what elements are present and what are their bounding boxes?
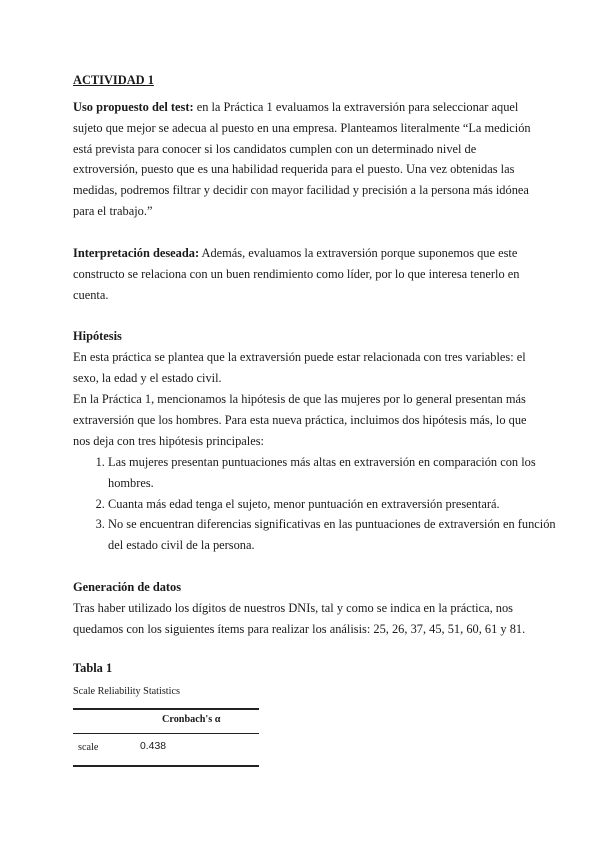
generacion-heading: Generación de datos: [73, 580, 182, 594]
table-header-rule: [73, 733, 259, 734]
hipotesis-item-3: 3. No se encuentran diferencias significativas en las puntuaciones de extraversión en función del estado civil de la persona.: [108, 514, 568, 556]
interpretacion-paragraph: [73, 243, 533, 305]
table-title: Tabla 1: [73, 661, 113, 675]
hipotesis-para1: En esta práctica se plantea que la extraversión puede estar relacionada con tres variables: el sexo, la edad y el estado civil.: [73, 350, 526, 385]
interpretacion-label: Interpretación deseada:: [73, 246, 200, 260]
table-top-rule: [73, 708, 259, 710]
hipotesis-item-1: 1. Las mujeres presentan puntuaciones más altas en extraversión en comparación con los hombres.: [108, 452, 568, 494]
hipotesis-para2: En la Práctica 1, mencionamos la hipótesis de que las mujeres por lo general presentan más extraversión que los hombres. Para esta nueva práctica, incluimos dos hipótesis más, lo que nos deja con tres hipótesis principales:: [73, 392, 527, 448]
uso-paragraph: [73, 97, 533, 222]
table-bottom-rule: [73, 765, 259, 767]
interpretacion-text: Además, evaluamos la extraversión porque suponemos que este constructo se relaciona con un buen rendimiento como líder, por lo que interesa tenerlo en cuenta.: [73, 246, 520, 302]
hipotesis-item-2: 2. Cuanta más edad tenga el sujeto, menor puntuación en extraversión presentará.: [108, 494, 568, 515]
activity-title: ACTIVIDAD 1: [73, 73, 154, 87]
generacion-text: Tras haber utilizado los dígitos de nuestros DNIs, tal y como se indica en la práctica, nos quedamos con los siguientes ítems para realizar los análisis: 25, 26, 37, 45, 51, 60, 61 y 81.: [73, 601, 526, 636]
uso-label: Uso propuesto del test:: [73, 100, 194, 114]
uso-text: en la Práctica 1 evaluamos la extraversión para seleccionar aquel sujeto que mejor se adecua al puesto en una empresa. Planteamos literalmente “La medición está prevista para conocer si los candidatos cumplen con un determinado nivel de extroversión, puesto que es una habilidad requerida para el puesto. Una vez obtenidas las medidas, podremos filtrar y decidir con mayor facilidad y precisión a la persona más idónea para el trabajo.”: [73, 100, 531, 218]
hipotesis-list: [73, 452, 568, 556]
table-row-value: 0.438: [140, 741, 167, 752]
table-column-header: Cronbach's α: [162, 714, 221, 725]
hipotesis-heading: Hipótesis: [73, 329, 122, 343]
table-subtitle: Scale Reliability Statistics: [73, 686, 180, 697]
table-row-label: scale: [78, 742, 99, 753]
